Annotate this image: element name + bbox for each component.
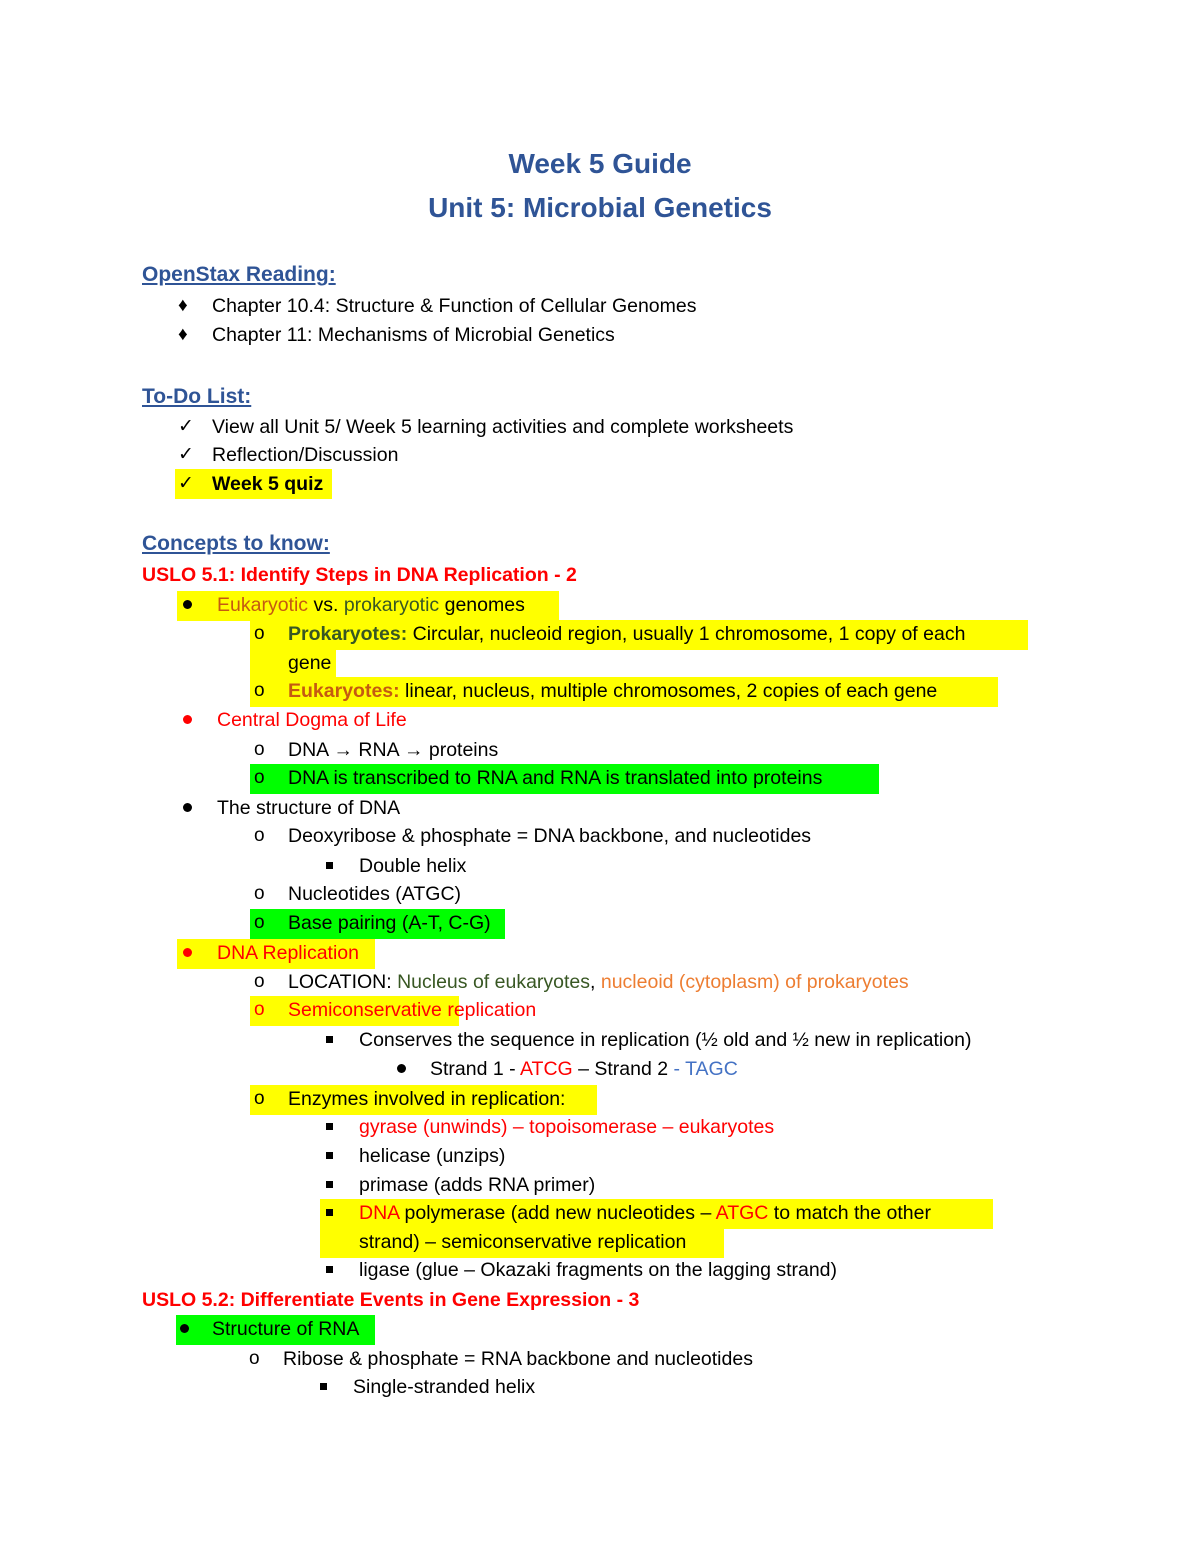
backbone-line: Deoxyribose & phosphate = DNA backbone, and nucleotides (288, 825, 812, 847)
todo-item: Week 5 quiz (212, 473, 324, 495)
square-bullet-icon (326, 1123, 333, 1130)
dogma-line: Central Dogma of Life (217, 709, 407, 731)
single-strand-line: Single-stranded helix (353, 1376, 536, 1398)
polymerase-line-cont: strand) – semiconservative replication (359, 1231, 687, 1253)
square-bullet-icon (326, 1036, 333, 1043)
circle-bullet-icon: o (254, 767, 265, 788)
pairing-line: Base pairing (A-T, C-G) (288, 912, 491, 934)
uslo-heading: USLO 5.1: Identify Steps in DNA Replication - 2 (142, 564, 577, 586)
strand-line: Strand 1 - ATCG – Strand 2 - TAGC (430, 1058, 738, 1080)
semiconservative-line: Semiconservative replication (288, 999, 537, 1021)
eukaryotes-line: Eukaryotes: linear, nucleus, multiple chromosomes, 2 copies of each gene (288, 680, 938, 702)
circle-bullet-icon: o (254, 825, 265, 846)
check-icon: ✓ (178, 473, 194, 494)
reading-item: Chapter 11: Mechanisms of Microbial Genetics (212, 324, 615, 346)
check-icon: ✓ (178, 444, 194, 465)
square-bullet-icon (326, 1209, 333, 1216)
polymerase-line: DNA polymerase (add new nucleotides – ATGC to match the other (359, 1202, 931, 1224)
diamond-bullet-icon: ♦ (178, 324, 188, 345)
conserves-line: Conserves the sequence in replication (½ old and ½ new in replication) (359, 1029, 972, 1051)
circle-bullet-icon: o (254, 1088, 265, 1109)
reading-heading: OpenStax Reading: (142, 263, 336, 286)
check-icon: ✓ (178, 416, 194, 437)
prokaryotes-line: Prokaryotes: Circular, nucleoid region, usually 1 chromosome, 1 copy of each (288, 623, 966, 645)
structure-line: The structure of DNA (217, 797, 401, 819)
circle-bullet-icon: o (254, 883, 265, 904)
helicase-line: helicase (unzips) (359, 1145, 506, 1167)
primase-line: primase (adds RNA primer) (359, 1174, 596, 1196)
square-bullet-icon (326, 1152, 333, 1159)
circle-bullet-icon: o (249, 1348, 260, 1369)
bullet-icon (183, 715, 192, 724)
circle-bullet-icon: o (254, 739, 265, 760)
square-bullet-icon (326, 862, 333, 869)
prokaryotes-line-cont: gene (288, 652, 332, 674)
location-line: LOCATION: Nucleus of eukaryotes, nucleoid (cytoplasm) of prokaryotes (288, 971, 909, 993)
dogma-flow-line: DNA → RNA → proteins (288, 739, 499, 761)
square-bullet-icon (320, 1383, 327, 1390)
circle-bullet-icon: o (254, 999, 265, 1020)
todo-item: Reflection/Discussion (212, 444, 399, 466)
circle-bullet-icon: o (254, 680, 265, 701)
bullet-icon (183, 803, 192, 812)
page-subtitle: Unit 5: Microbial Genetics (428, 192, 772, 223)
bullet-icon (183, 600, 192, 609)
bullet-icon (397, 1064, 406, 1073)
genomes-line: Eukaryotic vs. prokaryotic genomes (217, 594, 525, 616)
rna-structure-line: Structure of RNA (212, 1318, 360, 1340)
rna-backbone-line: Ribose & phosphate = RNA backbone and nucleotides (283, 1348, 753, 1370)
page-title: Week 5 Guide (508, 148, 692, 179)
square-bullet-icon (326, 1266, 333, 1273)
todo-heading: To-Do List: (142, 385, 252, 408)
square-bullet-icon (326, 1181, 333, 1188)
diamond-bullet-icon: ♦ (178, 295, 188, 316)
todo-item: View all Unit 5/ Week 5 learning activities and complete worksheets (212, 416, 794, 438)
bullet-icon (183, 948, 192, 957)
reading-item: Chapter 10.4: Structure & Function of Cellular Genomes (212, 295, 697, 317)
bullet-icon (180, 1324, 189, 1333)
ligase-line: ligase (glue – Okazaki fragments on the lagging strand) (359, 1259, 838, 1281)
uslo-heading: USLO 5.2: Differentiate Events in Gene Expression - 3 (142, 1289, 640, 1311)
concepts-heading: Concepts to know: (142, 532, 330, 555)
gyrase-line: gyrase (unwinds) – topoisomerase – eukaryotes (359, 1116, 775, 1138)
circle-bullet-icon: o (254, 971, 265, 992)
enzymes-line: Enzymes involved in replication: (288, 1088, 566, 1110)
dogma-text-line: DNA is transcribed to RNA and RNA is translated into proteins (288, 767, 823, 789)
replication-line: DNA Replication (217, 942, 359, 964)
circle-bullet-icon: o (254, 623, 265, 644)
helix-line: Double helix (359, 855, 467, 877)
nucleotides-line: Nucleotides (ATGC) (288, 883, 462, 905)
circle-bullet-icon: o (254, 912, 265, 933)
